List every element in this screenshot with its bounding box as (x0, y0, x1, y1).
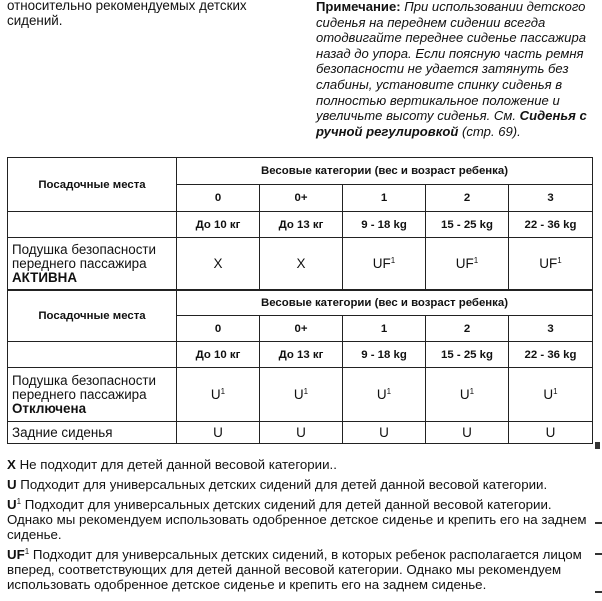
note-text: При использовании детского сиденья на переднем сидении всегда отодвигайте переднее сиденье пассажира назад до упора. Если поясную часть ремня безопасности не удается затянуть без слабины, установите спинку сиденья в полностью вертикальное положение и увеличьте высоту сиденья. См. (316, 0, 587, 124)
value-cell: $U^1$ (177, 368, 260, 422)
weight-cell: До 10 кг (177, 212, 260, 238)
weight-cell: 22 - 36 kg (509, 212, 593, 238)
edge-dash (595, 553, 602, 555)
group-cell: 2 (426, 316, 509, 342)
weight-cell: До 10 кг (177, 342, 260, 368)
legend-item-x: X Не подходит для детей данной весовой категории.. (7, 457, 337, 472)
seat-header: Посадочные места (8, 158, 177, 212)
value-cell: $UF^1$ (509, 238, 593, 290)
weight-cell: 9 - 18 kg (343, 342, 426, 368)
intro-paragraph: относительно рекомендуемых детских сидений. (7, 0, 247, 28)
weight-cell: 15 - 25 kg (426, 212, 509, 238)
seat-header: Посадочные места (8, 291, 177, 342)
value-cell: $U^1$ (343, 368, 426, 422)
weight-group-header: Весовые категории (вес и возраст ребенка) (177, 158, 593, 185)
group-cell: 0+ (260, 185, 343, 212)
weight-cell: До 13 кг (260, 342, 343, 368)
legend-item-u1: $U^1$ Подходит для универсальных детских сидений для детей данной весовой категории. Однако мы рекомендуем использовать одобренное детское сиденье и крепить его на заднем сиденье. (7, 497, 587, 542)
group-cell: 0 (177, 185, 260, 212)
edge-dash (595, 522, 602, 524)
edge-dash (595, 591, 602, 593)
row-label-rear-seats: Задние сиденья (8, 422, 177, 444)
note-block (316, 0, 592, 139)
value-cell: U (177, 422, 260, 444)
value-cell: $UF^1$ (343, 238, 426, 290)
group-cell: 3 (509, 185, 593, 212)
value-cell: X (260, 238, 343, 290)
weight-cell: 22 - 36 kg (509, 342, 593, 368)
group-cell: 0+ (260, 316, 343, 342)
weight-cell: 15 - 25 kg (426, 342, 509, 368)
compat-table-airbag-active (7, 157, 593, 290)
group-cell: 1 (343, 185, 426, 212)
note-link[interactable]: Сиденья с ручной регулировкой (316, 108, 587, 139)
edge-mark (595, 442, 600, 449)
row-label-airbag-disabled: Подушка безопасности переднего пассажира Отключена (8, 368, 177, 422)
row-label-airbag-active: Подушка безопасности переднего пассажира АКТИВНА (8, 238, 177, 290)
legend-item-u: U Подходит для универсальных детских сидений для детей данной весовой категории. (7, 477, 548, 492)
legend-item-uf1: $UF^1$ Подходит для универсальных детских сидений, в которых ребенок располагается лицом вперед, соответствующих для детей данной весовой категории. Однако мы рекомендуем использовать одобренное детское сиденье и крепить его на заднем сиденье. (7, 547, 582, 592)
weight-cell: До 13 кг (260, 212, 343, 238)
legend (7, 457, 597, 597)
value-cell: $UF^1$ (426, 238, 509, 290)
group-cell: 0 (177, 316, 260, 342)
value-cell: U (426, 422, 509, 444)
note-label: Примечание: (316, 0, 401, 14)
note-page-ref: (стр. 69). (458, 123, 521, 139)
value-cell: $U^1$ (260, 368, 343, 422)
value-cell: X (177, 238, 260, 290)
group-cell: 2 (426, 185, 509, 212)
value-cell: $U^1$ (509, 368, 593, 422)
value-cell: U (343, 422, 426, 444)
value-cell: U (509, 422, 593, 444)
weight-cell: 9 - 18 kg (343, 212, 426, 238)
weight-group-header: Весовые категории (вес и возраст ребенка) (177, 291, 593, 316)
value-cell: U (260, 422, 343, 444)
group-cell: 1 (343, 316, 426, 342)
value-cell: $U^1$ (426, 368, 509, 422)
group-cell: 3 (509, 316, 593, 342)
compat-table-airbag-disabled (7, 290, 593, 444)
